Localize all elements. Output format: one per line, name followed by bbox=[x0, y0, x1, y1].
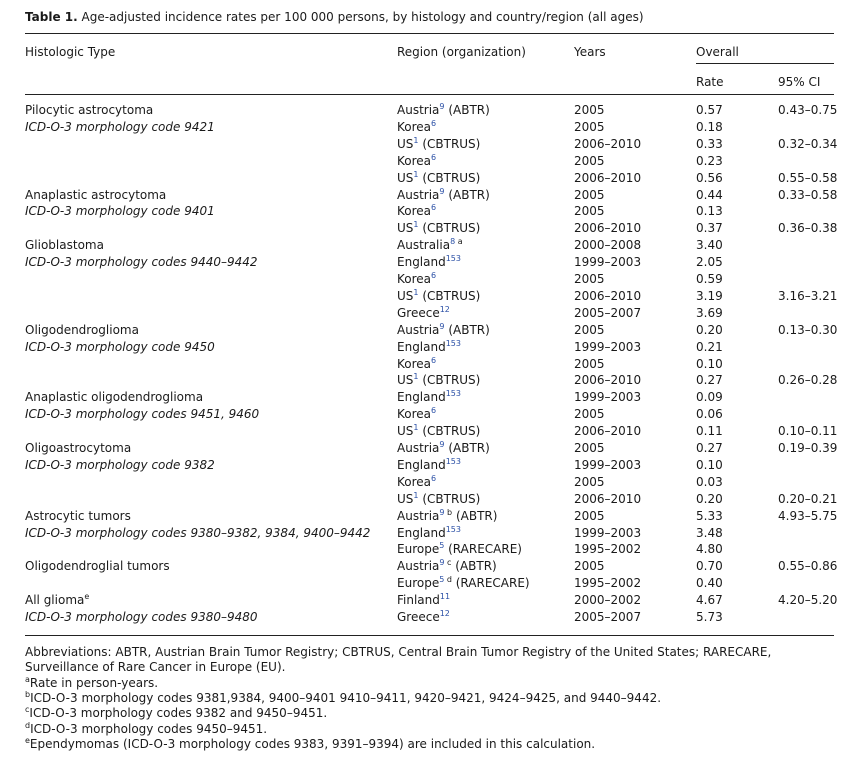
region-name: US bbox=[397, 170, 414, 185]
region-cell bbox=[397, 102, 490, 119]
rate-cell: 3.48 bbox=[696, 525, 723, 540]
region-name: Austria bbox=[397, 508, 440, 523]
header-region: Region (organization) bbox=[397, 45, 526, 59]
years-cell: 2005 bbox=[574, 441, 605, 455]
histologic-type-cell bbox=[25, 187, 166, 204]
region-cell bbox=[397, 322, 490, 339]
rate-cell: 3.19 bbox=[696, 288, 723, 303]
region-name: Greece bbox=[397, 610, 440, 624]
region-name: Austria bbox=[397, 103, 440, 117]
rate-cell: 3.69 bbox=[696, 305, 723, 320]
histologic-type-footnote-mark: e bbox=[84, 592, 90, 602]
histologic-type-text: ICD-O-3 morphology code 9382 bbox=[25, 457, 215, 472]
reference-number-link[interactable]: 1 bbox=[413, 490, 419, 500]
region-cell bbox=[397, 119, 436, 136]
region-organization: (ABTR) bbox=[444, 187, 490, 202]
reference-number-link[interactable]: 8 bbox=[450, 237, 456, 247]
rate-cell: 0.10 bbox=[696, 356, 723, 371]
histologic-type-cell bbox=[25, 339, 215, 356]
region-name: Korea bbox=[397, 356, 432, 371]
reference-number-link[interactable]: 1 bbox=[413, 135, 419, 145]
histologic-type-cell bbox=[25, 322, 139, 339]
reference-number-link[interactable]: 153 bbox=[445, 254, 461, 264]
rate-cell: 0.20 bbox=[696, 322, 723, 337]
rate-cell: 4.67 bbox=[696, 593, 723, 608]
years-cell: 2005 bbox=[574, 153, 605, 168]
region-cell bbox=[397, 356, 436, 373]
reference-number-link[interactable]: 6 bbox=[431, 355, 437, 365]
years-cell: 1999–2003 bbox=[574, 390, 642, 405]
region-organization: (ABTR) bbox=[452, 508, 498, 523]
years-cell: 2005 bbox=[574, 103, 605, 117]
footnote-mark: c bbox=[444, 558, 452, 568]
years-cell: 2005 bbox=[574, 508, 605, 523]
region-reference-sup bbox=[431, 406, 436, 415]
years-cell: 1999–2003 bbox=[574, 339, 642, 354]
years-cell: 2005–2007 bbox=[574, 610, 642, 624]
header-rate: Rate bbox=[696, 75, 724, 89]
region-name: Europe bbox=[397, 576, 440, 591]
region-cell bbox=[397, 508, 497, 525]
rate-cell: 0.23 bbox=[696, 153, 723, 168]
reference-number-link[interactable]: 12 bbox=[439, 609, 450, 618]
footnote-item-mark: c bbox=[25, 705, 30, 715]
region-reference-sup bbox=[431, 271, 436, 280]
histologic-type-cell bbox=[25, 558, 170, 575]
ci-cell: 0.55–0.86 bbox=[778, 559, 838, 574]
rate-cell: 5.73 bbox=[696, 610, 723, 624]
region-organization: (RARECARE) bbox=[451, 576, 530, 591]
histologic-type-text: Oligoastrocytoma bbox=[25, 441, 132, 455]
reference-number-link[interactable]: 6 bbox=[431, 203, 437, 213]
footnote-item-mark: b bbox=[25, 690, 31, 700]
histologic-type-text: Glioblastoma bbox=[25, 238, 104, 253]
region-cell bbox=[397, 541, 522, 558]
ci-cell: 0.10–0.11 bbox=[778, 424, 838, 439]
region-cell bbox=[397, 271, 436, 288]
reference-number-link[interactable]: 1 bbox=[413, 372, 419, 382]
region-name: England bbox=[397, 339, 446, 354]
reference-number-link[interactable]: 153 bbox=[445, 524, 461, 534]
years-cell: 2005–2007 bbox=[574, 305, 642, 320]
region-reference-sup bbox=[439, 558, 451, 567]
years-cell: 1999–2003 bbox=[574, 525, 642, 540]
ci-cell: 0.55–0.58 bbox=[778, 170, 838, 185]
region-organization: (ABTR) bbox=[444, 441, 490, 455]
footnote-item-text: ICD-O-3 morphology codes 9381,9384, 9400–9401 9410–9411, 9420–9421, 9424–9425, and 9440–9442. bbox=[30, 691, 662, 706]
region-organization: (CBTRUS) bbox=[418, 288, 481, 303]
rate-cell: 0.06 bbox=[696, 407, 723, 422]
rate-cell: 0.44 bbox=[696, 187, 723, 202]
region-name: US bbox=[397, 491, 414, 506]
rate-cell: 0.18 bbox=[696, 119, 723, 134]
region-organization: (ABTR) bbox=[451, 559, 497, 574]
region-name: Finland bbox=[397, 593, 440, 608]
region-name: Korea bbox=[397, 119, 432, 134]
years-cell: 2005 bbox=[574, 187, 605, 202]
footnote-item-text: ICD-O-3 morphology codes 9450–9451. bbox=[30, 721, 268, 736]
ci-cell: 0.13–0.30 bbox=[778, 322, 838, 337]
region-cell bbox=[397, 474, 436, 491]
region-cell bbox=[397, 372, 480, 389]
reference-number-link[interactable]: 1 bbox=[413, 423, 419, 433]
region-cell bbox=[397, 575, 530, 592]
years-cell: 2006–2010 bbox=[574, 288, 642, 303]
histologic-type-text: Oligodendroglial tumors bbox=[25, 559, 170, 574]
rate-cell: 0.20 bbox=[696, 491, 723, 506]
region-reference-sup bbox=[446, 457, 461, 466]
reference-number-link[interactable]: 5 bbox=[439, 575, 445, 585]
reference-number-link[interactable]: 9 bbox=[439, 102, 445, 111]
years-cell: 2005 bbox=[574, 204, 605, 219]
reference-number-link[interactable]: 6 bbox=[431, 118, 437, 128]
footnote-item bbox=[25, 706, 837, 721]
reference-number-link[interactable]: 12 bbox=[439, 304, 450, 314]
histologic-type-cell bbox=[25, 592, 89, 609]
region-organization: (CBTRUS) bbox=[418, 424, 481, 439]
region-cell bbox=[397, 220, 480, 237]
histologic-type-cell bbox=[25, 457, 215, 474]
footnote-mark: b bbox=[444, 507, 453, 517]
region-name: Austria bbox=[397, 322, 440, 337]
region-cell bbox=[397, 339, 461, 356]
histologic-type-text: Astrocytic tumors bbox=[25, 508, 131, 523]
region-name: England bbox=[397, 390, 446, 405]
ci-cell: 0.36–0.38 bbox=[778, 221, 838, 236]
region-name: Greece bbox=[397, 305, 440, 320]
footnote-abbreviations: Abbreviations: ABTR, Austrian Brain Tumor Registry; CBTRUS, Central Brain Tumor Registry of the United States; RARECARE, Surveillance of Rare Cancer in Europe (EU). bbox=[25, 645, 772, 674]
reference-number-link[interactable]: 153 bbox=[445, 338, 461, 348]
histologic-type-text: ICD-O-3 morphology codes 9380–9480 bbox=[25, 610, 258, 624]
table-caption bbox=[25, 9, 644, 25]
ci-cell: 0.32–0.34 bbox=[778, 136, 838, 151]
ci-cell: 0.26–0.28 bbox=[778, 373, 838, 388]
region-name: Korea bbox=[397, 474, 432, 489]
histologic-type-text: ICD-O-3 morphology codes 9380–9382, 9384, 9400–9442 bbox=[25, 525, 371, 540]
histologic-type-cell bbox=[25, 609, 258, 626]
reference-number-link[interactable]: 1 bbox=[413, 287, 419, 297]
reference-number-link[interactable]: 6 bbox=[431, 406, 437, 416]
region-cell bbox=[397, 170, 480, 187]
histologic-type-text: Pilocytic astrocytoma bbox=[25, 103, 154, 117]
region-cell bbox=[397, 237, 463, 254]
years-cell: 2006–2010 bbox=[574, 373, 642, 388]
region-name: England bbox=[397, 525, 446, 540]
rate-cell: 0.70 bbox=[696, 559, 723, 574]
reference-number-link[interactable]: 9 bbox=[439, 321, 445, 331]
rate-cell: 0.13 bbox=[696, 204, 723, 219]
reference-number-link[interactable]: 9 bbox=[439, 507, 445, 517]
years-cell: 2006–2010 bbox=[574, 136, 642, 151]
region-name: England bbox=[397, 255, 446, 270]
region-organization: (CBTRUS) bbox=[418, 491, 481, 506]
histologic-type-cell bbox=[25, 119, 215, 136]
histologic-type-cell bbox=[25, 406, 259, 423]
region-cell bbox=[397, 558, 497, 575]
region-organization: (CBTRUS) bbox=[418, 170, 481, 185]
region-name: Austria bbox=[397, 559, 440, 574]
region-name: US bbox=[397, 424, 414, 439]
years-cell: 2005 bbox=[574, 272, 605, 286]
region-reference-sup bbox=[446, 339, 461, 348]
histologic-type-cell bbox=[25, 525, 370, 542]
rate-cell: 0.27 bbox=[696, 441, 723, 455]
region-reference-sup bbox=[439, 508, 452, 517]
ci-cell: 3.16–3.21 bbox=[778, 288, 838, 303]
region-name: Europe bbox=[397, 542, 440, 557]
histologic-type-text: ICD-O-3 morphology code 9401 bbox=[25, 204, 215, 219]
years-cell: 2000–2008 bbox=[574, 238, 642, 253]
years-cell: 2006–2010 bbox=[574, 491, 642, 506]
years-cell: 1999–2003 bbox=[574, 255, 642, 270]
region-name: US bbox=[397, 221, 414, 236]
region-reference-sup bbox=[440, 592, 450, 601]
histologic-type-cell bbox=[25, 102, 153, 119]
years-cell: 2006–2010 bbox=[574, 221, 642, 236]
years-cell: 2005 bbox=[574, 356, 605, 371]
footnote-item bbox=[25, 737, 837, 752]
histologic-type-cell bbox=[25, 389, 203, 406]
rate-cell: 0.11 bbox=[696, 424, 723, 439]
years-cell: 2006–2010 bbox=[574, 424, 642, 439]
region-name: Korea bbox=[397, 153, 432, 168]
rate-cell: 3.40 bbox=[696, 238, 723, 253]
rate-cell: 5.33 bbox=[696, 508, 723, 523]
histologic-type-text: ICD-O-3 morphology code 9450 bbox=[25, 339, 215, 354]
region-name: Australia bbox=[397, 238, 451, 253]
region-cell bbox=[397, 389, 461, 406]
ci-cell: 0.19–0.39 bbox=[778, 441, 838, 455]
rate-cell: 0.56 bbox=[696, 170, 723, 185]
region-name: US bbox=[397, 288, 414, 303]
rate-cell: 0.09 bbox=[696, 390, 723, 405]
rate-cell: 2.05 bbox=[696, 255, 723, 270]
footnote-mark: d bbox=[444, 575, 452, 585]
rate-cell: 0.40 bbox=[696, 576, 723, 591]
rate-cell: 0.27 bbox=[696, 373, 723, 388]
overall-subrule bbox=[696, 63, 834, 64]
years-cell: 2005 bbox=[574, 322, 605, 337]
region-cell bbox=[397, 136, 480, 153]
ci-cell: 0.43–0.75 bbox=[778, 103, 838, 117]
region-cell bbox=[397, 254, 461, 271]
region-organization: (CBTRUS) bbox=[418, 373, 481, 388]
years-cell: 1995–2002 bbox=[574, 542, 642, 557]
years-cell: 1999–2003 bbox=[574, 457, 642, 472]
histologic-type-text: ICD-O-3 morphology code 9421 bbox=[25, 119, 215, 134]
region-reference-sup bbox=[439, 575, 452, 584]
rate-cell: 0.59 bbox=[696, 272, 723, 286]
footnote-item-text: ICD-O-3 morphology codes 9382 and 9450–9451. bbox=[29, 706, 328, 721]
footnote-item-mark: e bbox=[25, 735, 30, 745]
header-ci: 95% CI bbox=[778, 75, 821, 89]
ci-cell: 4.93–5.75 bbox=[778, 508, 838, 523]
region-reference-sup bbox=[431, 119, 436, 128]
histologic-type-cell bbox=[25, 254, 258, 271]
region-cell bbox=[397, 609, 450, 626]
region-reference-sup bbox=[431, 203, 436, 212]
bottom-rule bbox=[25, 635, 834, 636]
region-name: Korea bbox=[397, 407, 432, 422]
histologic-type-cell bbox=[25, 203, 215, 220]
region-cell bbox=[397, 423, 480, 440]
reference-number-link[interactable]: 9 bbox=[439, 186, 445, 196]
footnote-item bbox=[25, 691, 837, 706]
region-reference-sup bbox=[446, 389, 461, 398]
footnote-item-text: Rate in person-years. bbox=[29, 676, 159, 690]
region-organization: (ABTR) bbox=[444, 322, 490, 337]
region-reference-sup bbox=[431, 474, 436, 483]
region-name: US bbox=[397, 373, 414, 388]
rate-cell: 0.57 bbox=[696, 103, 723, 117]
region-reference-sup bbox=[440, 305, 450, 314]
region-organization: (RARECARE) bbox=[444, 542, 522, 557]
region-name: Austria bbox=[397, 441, 440, 455]
footnote-item bbox=[25, 722, 837, 737]
years-cell: 2006–2010 bbox=[574, 170, 642, 185]
ci-cell: 0.20–0.21 bbox=[778, 491, 838, 506]
reference-number-link[interactable]: 6 bbox=[431, 473, 437, 483]
reference-number-link[interactable]: 9 bbox=[439, 440, 445, 449]
region-organization: (CBTRUS) bbox=[418, 136, 481, 151]
years-cell: 2005 bbox=[574, 559, 605, 574]
region-cell bbox=[397, 305, 450, 322]
rate-cell: 0.37 bbox=[696, 221, 723, 236]
years-cell: 2000–2002 bbox=[574, 593, 642, 608]
region-name: Korea bbox=[397, 204, 432, 219]
years-cell: 2005 bbox=[574, 407, 605, 422]
region-organization: (ABTR) bbox=[444, 103, 490, 117]
header-overall: Overall bbox=[696, 45, 739, 59]
region-reference-sup bbox=[450, 237, 463, 246]
histologic-type-cell bbox=[25, 508, 131, 525]
rate-cell: 4.80 bbox=[696, 542, 723, 557]
reference-number-link[interactable]: 9 bbox=[439, 558, 445, 568]
footnote-item-mark: a bbox=[25, 675, 30, 684]
histologic-type-text: ICD-O-3 morphology codes 9451, 9460 bbox=[25, 407, 260, 422]
reference-number-link[interactable]: 6 bbox=[431, 152, 437, 162]
reference-number-link[interactable]: 5 bbox=[439, 541, 445, 551]
rate-cell: 0.03 bbox=[696, 474, 723, 489]
histologic-type-cell bbox=[25, 440, 131, 457]
region-cell bbox=[397, 525, 461, 542]
reference-number-link[interactable]: 11 bbox=[439, 592, 451, 602]
histologic-type-text: Anaplastic astrocytoma bbox=[25, 187, 167, 202]
footnote-mark: a bbox=[455, 237, 463, 247]
region-cell bbox=[397, 203, 436, 220]
reference-number-link[interactable]: 6 bbox=[431, 271, 437, 280]
header-rule bbox=[25, 94, 834, 95]
rate-cell: 0.21 bbox=[696, 339, 723, 354]
reference-number-link[interactable]: 153 bbox=[445, 389, 461, 399]
header-histologic-type: Histologic Type bbox=[25, 45, 116, 59]
region-cell bbox=[397, 288, 480, 305]
years-cell: 1995–2002 bbox=[574, 576, 642, 591]
header-years: Years bbox=[574, 45, 606, 59]
region-cell bbox=[397, 491, 480, 508]
rate-cell: 0.10 bbox=[696, 457, 723, 472]
years-cell: 2005 bbox=[574, 119, 605, 134]
footnote-item-text: Ependymomas (ICD-O-3 morphology codes 9383, 9391–9394) are included in this calculation. bbox=[29, 736, 596, 751]
region-reference-sup bbox=[440, 609, 450, 618]
region-name: Korea bbox=[397, 272, 432, 286]
histologic-type-cell bbox=[25, 237, 104, 254]
reference-number-link[interactable]: 153 bbox=[445, 456, 461, 466]
histologic-type-text: Anaplastic oligodendroglioma bbox=[25, 390, 204, 405]
footnote-item bbox=[25, 676, 837, 691]
region-cell bbox=[397, 153, 436, 170]
region-name: US bbox=[397, 136, 414, 151]
region-name: England bbox=[397, 457, 446, 472]
footnote-item-mark: d bbox=[25, 720, 31, 730]
region-cell bbox=[397, 457, 461, 474]
region-reference-sup bbox=[446, 254, 461, 263]
histologic-type-text: Oligodendroglioma bbox=[25, 322, 139, 337]
years-cell: 2005 bbox=[574, 474, 605, 489]
rate-cell: 0.33 bbox=[696, 136, 723, 151]
table-title: Age-adjusted incidence rates per 100 000 persons, by histology and country/region (all ages) bbox=[81, 10, 644, 24]
ci-cell: 0.33–0.58 bbox=[778, 187, 838, 202]
ci-cell: 4.20–5.20 bbox=[778, 593, 838, 608]
reference-number-link[interactable]: 1 bbox=[413, 220, 419, 230]
region-reference-sup bbox=[431, 356, 436, 365]
histologic-type-text: ICD-O-3 morphology codes 9440–9442 bbox=[25, 255, 258, 270]
region-cell bbox=[397, 592, 450, 609]
region-cell bbox=[397, 440, 490, 457]
region-reference-sup bbox=[446, 525, 461, 534]
region-cell bbox=[397, 406, 436, 423]
table-label: Table 1. bbox=[25, 10, 78, 24]
region-name: Austria bbox=[397, 187, 440, 202]
top-rule bbox=[25, 33, 834, 34]
histologic-type-text: All glioma bbox=[25, 593, 85, 608]
region-organization: (CBTRUS) bbox=[418, 221, 481, 236]
region-cell bbox=[397, 187, 490, 204]
reference-number-link[interactable]: 1 bbox=[413, 169, 419, 179]
region-reference-sup bbox=[431, 153, 436, 162]
